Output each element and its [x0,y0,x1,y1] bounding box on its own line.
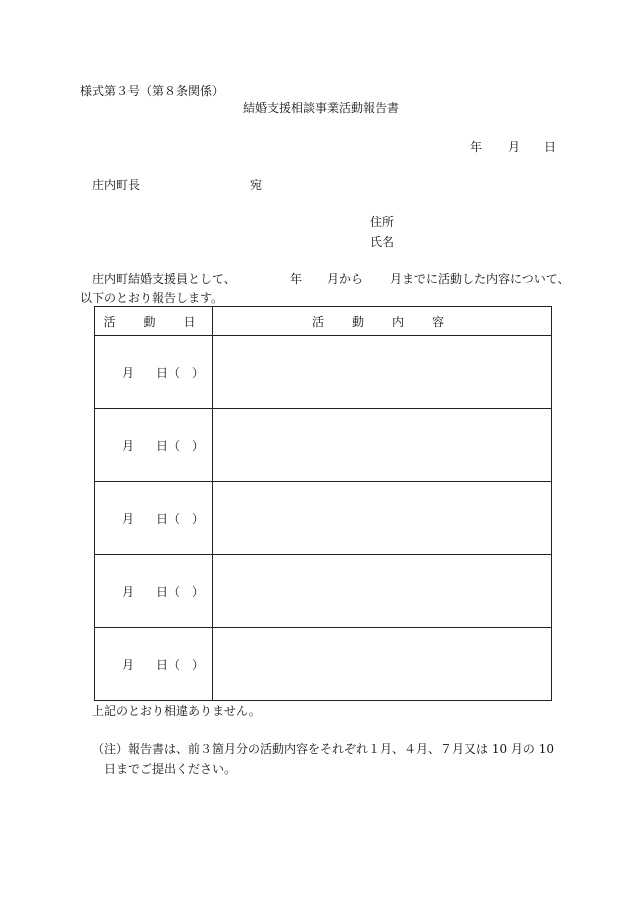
table-row [95,482,552,555]
table-row [95,336,552,409]
date-year-label: 年 [470,140,483,154]
note-text-line1: 報告書は、前３箇月分の活動内容をそれぞれ１月、４月、７月又は 10 月の 10 [128,742,554,756]
document-title: 結婚支援相談事業活動報告書 [243,101,400,115]
table-row [95,409,552,482]
form-number: 様式第３号（第８条関係） [80,84,225,98]
intro-from-label: 月から [327,272,364,286]
activity-content-cell[interactable] [213,409,552,482]
addressee-honorific: 宛 [250,178,263,192]
address-label: 住所 [370,215,395,229]
header-activity-date: 活 動 日 [95,307,213,336]
activity-date-cell: 月 日（ ） [95,409,213,482]
activity-date-cell: 月 日（ ） [95,628,213,701]
activity-date-cell: 月 日（ ） [95,482,213,555]
date-month-label: 月 [508,140,521,154]
activity-date-cell: 月 日（ ） [95,336,213,409]
intro-year-label: 年 [290,272,303,286]
addressee-name: 庄内町長 [92,178,141,192]
date-day-label: 日 [544,140,557,154]
activity-date-cell: 月 日（ ） [95,555,213,628]
intro-text-part1: 庄内町結婚支援員として、 [92,272,236,286]
table-row [95,628,552,701]
note-label: （注） [92,742,129,756]
activity-content-cell[interactable] [213,555,552,628]
activity-content-cell[interactable] [213,628,552,701]
intro-text-line2: 以下のとおり報告します。 [80,291,224,305]
activity-content-cell[interactable] [213,336,552,409]
table-header-row [95,307,552,336]
activity-table [94,306,552,701]
header-activity-content: 活 動 内 容 [213,307,552,336]
confirmation-text: 上記のとおり相違ありません。 [92,704,261,718]
intro-text-rest: 月までに活動した内容について、 [390,272,570,286]
table-row [95,555,552,628]
note-text-line2: 日までご提出ください。 [104,762,237,776]
activity-content-cell[interactable] [213,482,552,555]
name-label: 氏名 [370,235,395,249]
